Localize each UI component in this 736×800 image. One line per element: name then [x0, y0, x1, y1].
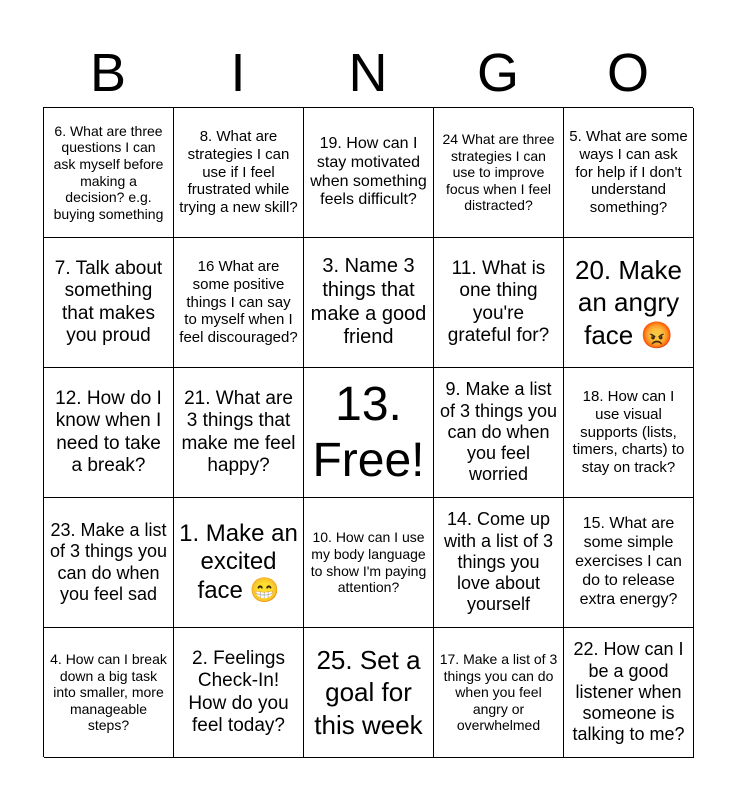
- bingo-cell[interactable]: 9. Make a list of 3 things you can do when you feel worried: [434, 368, 564, 498]
- bingo-cell[interactable]: 17. Make a list of 3 things you can do when you feel angry or overwhelmed: [434, 628, 564, 758]
- free-space-cell[interactable]: 13. Free!: [304, 368, 434, 498]
- bingo-card: [43, 107, 693, 757]
- bingo-cell[interactable]: 16 What are some positive things I can say to myself when I feel discouraged?: [174, 238, 304, 368]
- bingo-cell[interactable]: 1. Make an excited face 😁: [174, 498, 304, 628]
- bingo-cell[interactable]: 25. Set a goal for this week: [304, 628, 434, 758]
- bingo-cell[interactable]: 22. How can I be a good listener when someone is talking to me?: [564, 628, 694, 758]
- bingo-cell[interactable]: 19. How can I stay motivated when something feels difficult?: [304, 108, 434, 238]
- bingo-header: [43, 40, 693, 106]
- bingo-cell[interactable]: 14. Come up with a list of 3 things you love about yourself: [434, 498, 564, 628]
- bingo-cell[interactable]: 11. What is one thing you're grateful for?: [434, 238, 564, 368]
- bingo-cell[interactable]: 23. Make a list of 3 things you can do when you feel sad: [44, 498, 174, 628]
- bingo-cell[interactable]: 21. What are 3 things that make me feel happy?: [174, 368, 304, 498]
- header-letter-o: O: [606, 43, 649, 103]
- bingo-cell[interactable]: 10. How can I use my body language to show I'm paying attention?: [304, 498, 434, 628]
- header-letter-g: G: [476, 43, 519, 103]
- bingo-cell[interactable]: 4. How can I break down a big task into smaller, more manageable steps?: [44, 628, 174, 758]
- bingo-cell[interactable]: 15. What are some simple exercises I can do to release extra energy?: [564, 498, 694, 628]
- bingo-cell[interactable]: 12. How do I know when I need to take a break?: [44, 368, 174, 498]
- header-letter-n: N: [348, 43, 388, 103]
- bingo-cell[interactable]: 18. How can I use visual supports (lists, timers, charts) to stay on track?: [564, 368, 694, 498]
- bingo-cell[interactable]: 24 What are three strategies I can use to improve focus when I feel distracted?: [434, 108, 564, 238]
- bingo-cell[interactable]: 20. Make an angry face 😡: [564, 238, 694, 368]
- bingo-cell[interactable]: 2. Feelings Check-In! How do you feel today?: [174, 628, 304, 758]
- bingo-cell[interactable]: 3. Name 3 things that make a good friend: [304, 238, 434, 368]
- bingo-cell[interactable]: 8. What are strategies I can use if I feel frustrated while trying a new skill?: [174, 108, 304, 238]
- bingo-cell[interactable]: 5. What are some ways I can ask for help if I don't understand something?: [564, 108, 694, 238]
- bingo-cell[interactable]: 7. Talk about something that makes you proud: [44, 238, 174, 368]
- header-letter-i: I: [230, 43, 246, 103]
- header-letter-b: B: [89, 43, 127, 103]
- bingo-cell[interactable]: 6. What are three questions I can ask myself before making a decision? e.g. buying something: [44, 108, 174, 238]
